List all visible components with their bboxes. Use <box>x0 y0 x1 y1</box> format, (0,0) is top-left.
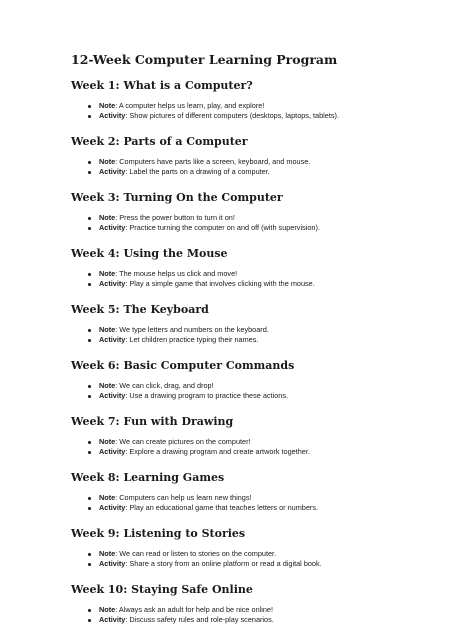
list-item-note <box>88 381 434 391</box>
week-heading: Week 3: Turning On the Computer <box>71 191 283 204</box>
item-label: Activity <box>99 391 126 400</box>
week-item-list <box>71 437 434 457</box>
item-label: Activity <box>99 167 126 176</box>
item-text: : Press the power button to turn it on! <box>115 213 235 222</box>
week-heading: Week 8: Learning Games <box>71 471 225 484</box>
item-label: Note <box>99 269 116 278</box>
item-label: Activity <box>99 223 126 232</box>
item-text: : Discuss safety rules and role-play scenarios. <box>125 615 274 624</box>
item-text: : Use a drawing program to practice these actions. <box>125 391 288 400</box>
item-label: Activity <box>99 503 126 512</box>
item-text: : Share a story from an online platform or read a digital book. <box>125 559 322 568</box>
item-text: : We type letters and numbers on the keyboard. <box>115 325 269 334</box>
list-item-activity <box>88 111 434 121</box>
document-title: 12-Week Computer Learning Program <box>71 52 338 67</box>
item-label: Note <box>99 213 116 222</box>
item-text: : Play an educational game that teaches letters or numbers. <box>125 503 319 512</box>
list-item-note <box>88 549 434 559</box>
item-label: Activity <box>99 111 126 120</box>
week-section-5 <box>71 303 434 345</box>
item-label: Activity <box>99 279 126 288</box>
list-item-activity <box>88 391 434 401</box>
item-text: : Label the parts on a drawing of a computer. <box>125 167 270 176</box>
list-item-activity <box>88 167 434 177</box>
item-label: Activity <box>99 559 126 568</box>
week-section-7 <box>71 415 434 457</box>
week-heading: Week 5: The Keyboard <box>71 303 209 316</box>
week-item-list <box>71 381 434 401</box>
list-item-note <box>88 437 434 447</box>
list-item-activity <box>88 223 434 233</box>
item-label: Note <box>99 325 116 334</box>
week-item-list <box>71 493 434 513</box>
item-label: Note <box>99 493 116 502</box>
list-item-note <box>88 269 434 279</box>
list-item-activity <box>88 559 434 569</box>
list-item-activity <box>88 335 434 345</box>
week-section-4 <box>71 247 434 289</box>
list-item-note <box>88 493 434 503</box>
week-heading: Week 2: Parts of a Computer <box>71 135 248 148</box>
list-item-activity <box>88 503 434 513</box>
week-heading: Week 7: Fun with Drawing <box>71 415 234 428</box>
item-text: : We can click, drag, and drop! <box>115 381 214 390</box>
item-text: : We can read or listen to stories on the computer. <box>115 549 277 558</box>
item-label: Note <box>99 549 116 558</box>
week-heading: Week 10: Staying Safe Online <box>71 583 253 596</box>
item-label: Activity <box>99 335 126 344</box>
week-item-list <box>71 213 434 233</box>
week-section-9 <box>71 527 434 569</box>
item-text: : A computer helps us learn, play, and explore! <box>115 101 265 110</box>
week-section-10 <box>71 583 434 625</box>
item-label: Note <box>99 101 116 110</box>
week-item-list <box>71 157 434 177</box>
item-text: : Practice turning the computer on and off (with supervision). <box>125 223 320 232</box>
item-text: : Show pictures of different computers (desktops, laptops, tablets). <box>125 111 339 120</box>
item-text: : Computers can help us learn new things! <box>115 493 252 502</box>
list-item-note <box>88 605 434 615</box>
week-heading: Week 6: Basic Computer Commands <box>71 359 295 372</box>
item-label: Note <box>99 437 116 446</box>
week-item-list <box>71 269 434 289</box>
item-label: Activity <box>99 615 126 624</box>
week-section-8 <box>71 471 434 513</box>
item-text: : Let children practice typing their names. <box>125 335 259 344</box>
week-heading: Week 1: What is a Computer? <box>71 79 253 92</box>
item-text: : Computers have parts like a screen, keyboard, and mouse. <box>115 157 311 166</box>
list-item-note <box>88 325 434 335</box>
item-text: : Explore a drawing program and create artwork together. <box>125 447 310 456</box>
list-item-activity <box>88 615 434 625</box>
item-text: : Play a simple game that involves clicking with the mouse. <box>125 279 315 288</box>
week-section-2 <box>71 135 434 177</box>
week-section-6 <box>71 359 434 401</box>
item-label: Note <box>99 157 116 166</box>
week-heading: Week 9: Listening to Stories <box>71 527 246 540</box>
list-item-note <box>88 101 434 111</box>
list-item-note <box>88 157 434 167</box>
week-item-list <box>71 605 434 625</box>
week-item-list <box>71 101 434 121</box>
item-label: Note <box>99 381 116 390</box>
item-text: : Always ask an adult for help and be nice online! <box>115 605 274 614</box>
item-label: Activity <box>99 447 126 456</box>
week-section-3 <box>71 191 434 233</box>
week-item-list <box>71 549 434 569</box>
week-section-1 <box>71 79 434 121</box>
item-text: : The mouse helps us click and move! <box>115 269 238 278</box>
week-heading: Week 4: Using the Mouse <box>71 247 228 260</box>
list-item-note <box>88 213 434 223</box>
list-item-activity <box>88 279 434 289</box>
list-item-activity <box>88 447 434 457</box>
item-text: : We can create pictures on the computer! <box>115 437 251 446</box>
week-item-list <box>71 325 434 345</box>
item-label: Note <box>99 605 116 614</box>
